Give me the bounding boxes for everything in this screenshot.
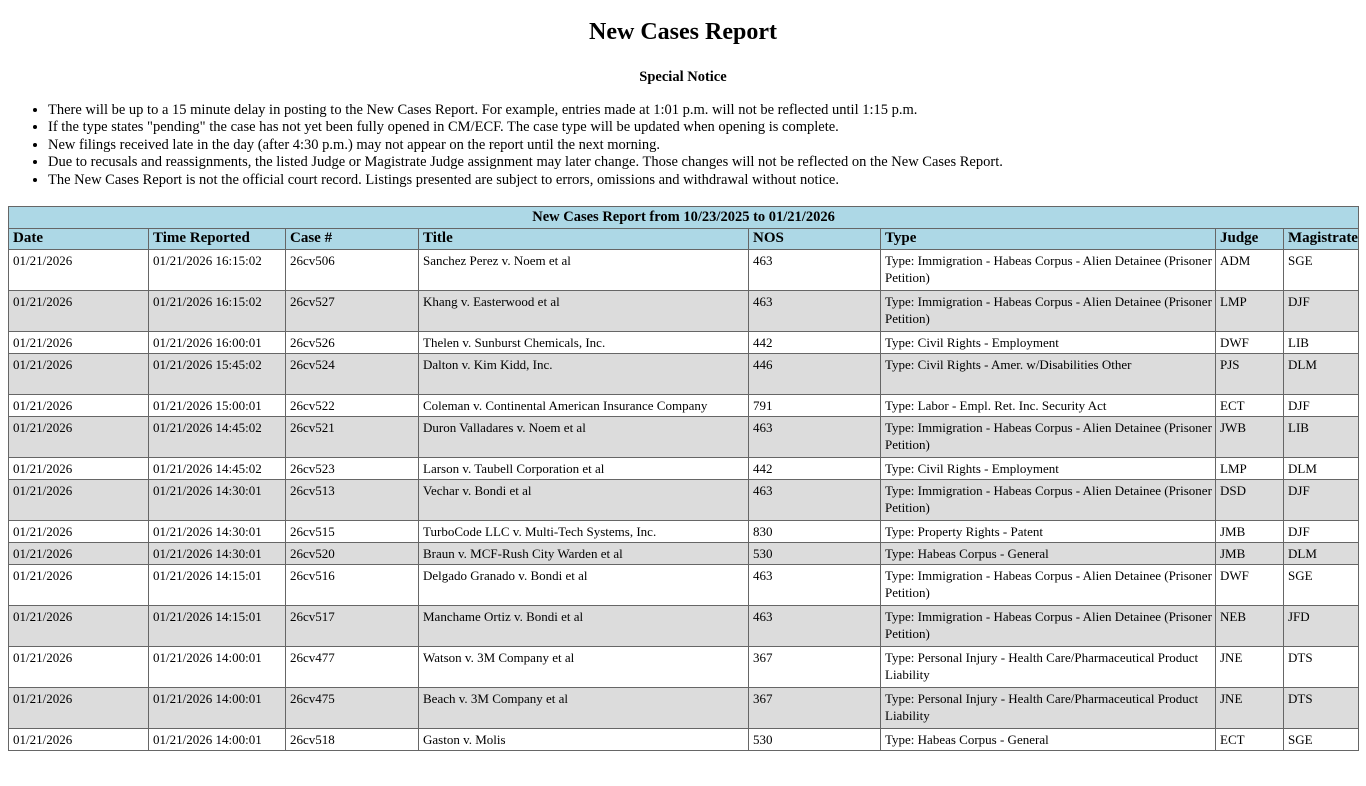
cell-type: Type: Personal Injury - Health Care/Pharmaceutical Product Liability <box>881 688 1216 729</box>
cell-judge: LMP <box>1216 291 1284 332</box>
column-header-judge[interactable]: Judge <box>1216 229 1284 250</box>
cell-time-reported: 01/21/2026 14:45:02 <box>149 458 286 480</box>
cell-case-number: 26cv518 <box>286 729 419 751</box>
cell-magistrate: DJF <box>1284 480 1359 521</box>
cell-title: Dalton v. Kim Kidd, Inc. <box>419 354 749 395</box>
cell-case-number: 26cv513 <box>286 480 419 521</box>
cell-nos: 463 <box>749 250 881 291</box>
cell-title: Manchame Ortiz v. Bondi et al <box>419 606 749 647</box>
cell-type: Type: Civil Rights - Amer. w/Disabilities Other <box>881 354 1216 395</box>
column-header-nos[interactable]: NOS <box>749 229 881 250</box>
notice-item: • There will be up to a 15 minute delay in posting to the New Cases Report. For example, entries made at 1:01 p.m. will not be reflected until 1:15 p.m. <box>48 102 1366 120</box>
cell-magistrate: DJF <box>1284 521 1359 543</box>
cell-title: TurboCode LLC v. Multi-Tech Systems, Inc. <box>419 521 749 543</box>
cell-title: Delgado Granado v. Bondi et al <box>419 565 749 606</box>
notice-item: • New filings received late in the day (after 4:30 p.m.) may not appear on the report until the next morning. <box>48 137 1366 155</box>
column-header-type[interactable]: Type <box>881 229 1216 250</box>
cell-judge: NEB <box>1216 606 1284 647</box>
cell-nos: 446 <box>749 354 881 395</box>
cell-magistrate: DJF <box>1284 395 1359 417</box>
cell-time-reported: 01/21/2026 16:15:02 <box>149 250 286 291</box>
cell-case-number: 26cv521 <box>286 417 419 458</box>
cell-judge: JNE <box>1216 688 1284 729</box>
cell-nos: 463 <box>749 565 881 606</box>
cell-magistrate: DTS <box>1284 647 1359 688</box>
table-row[interactable] <box>9 250 1359 291</box>
cell-date: 01/21/2026 <box>9 417 149 458</box>
cell-time-reported: 01/21/2026 16:00:01 <box>149 332 286 354</box>
cell-judge: LMP <box>1216 458 1284 480</box>
cell-magistrate: LIB <box>1284 332 1359 354</box>
cell-magistrate: SGE <box>1284 729 1359 751</box>
column-header-title[interactable]: Title <box>419 229 749 250</box>
table-row[interactable] <box>9 354 1359 395</box>
cell-case-number: 26cv477 <box>286 647 419 688</box>
cell-magistrate: JFD <box>1284 606 1359 647</box>
cell-judge: JNE <box>1216 647 1284 688</box>
cell-date: 01/21/2026 <box>9 480 149 521</box>
cell-nos: 367 <box>749 688 881 729</box>
cell-nos: 442 <box>749 458 881 480</box>
column-header-magistrate[interactable]: Magistrate <box>1284 229 1359 250</box>
special-notice-heading: Special Notice <box>639 68 727 85</box>
table-row[interactable] <box>9 543 1359 565</box>
table-caption-row <box>9 207 1359 229</box>
cell-nos: 367 <box>749 647 881 688</box>
table-header-row <box>9 229 1359 250</box>
table-row[interactable] <box>9 606 1359 647</box>
table-row[interactable] <box>9 458 1359 480</box>
cell-time-reported: 01/21/2026 15:45:02 <box>149 354 286 395</box>
table-row[interactable] <box>9 291 1359 332</box>
table-row[interactable] <box>9 480 1359 521</box>
cell-time-reported: 01/21/2026 14:30:01 <box>149 480 286 521</box>
cell-judge: ECT <box>1216 395 1284 417</box>
cell-type: Type: Property Rights - Patent <box>881 521 1216 543</box>
cell-date: 01/21/2026 <box>9 647 149 688</box>
page-title: New Cases Report <box>589 19 777 45</box>
cell-case-number: 26cv520 <box>286 543 419 565</box>
table-row[interactable] <box>9 332 1359 354</box>
cell-date: 01/21/2026 <box>9 729 149 751</box>
cell-nos: 791 <box>749 395 881 417</box>
cell-type: Type: Immigration - Habeas Corpus - Alien Detainee (Prisoner Petition) <box>881 565 1216 606</box>
column-header-date[interactable]: Date <box>9 229 149 250</box>
cell-title: Beach v. 3M Company et al <box>419 688 749 729</box>
cell-title: Khang v. Easterwood et al <box>419 291 749 332</box>
cell-title: Duron Valladares v. Noem et al <box>419 417 749 458</box>
cell-judge: ADM <box>1216 250 1284 291</box>
cell-case-number: 26cv516 <box>286 565 419 606</box>
cell-judge: DWF <box>1216 565 1284 606</box>
cell-date: 01/21/2026 <box>9 250 149 291</box>
cell-date: 01/21/2026 <box>9 458 149 480</box>
table-row[interactable] <box>9 417 1359 458</box>
special-notice-list <box>0 102 1366 190</box>
cell-date: 01/21/2026 <box>9 543 149 565</box>
cell-case-number: 26cv515 <box>286 521 419 543</box>
cell-judge: DSD <box>1216 480 1284 521</box>
cell-type: Type: Civil Rights - Employment <box>881 332 1216 354</box>
cell-title: Vechar v. Bondi et al <box>419 480 749 521</box>
cell-time-reported: 01/21/2026 14:00:01 <box>149 688 286 729</box>
cases-table-container <box>8 206 1358 751</box>
cell-nos: 463 <box>749 417 881 458</box>
cell-date: 01/21/2026 <box>9 354 149 395</box>
cell-case-number: 26cv475 <box>286 688 419 729</box>
cell-nos: 463 <box>749 291 881 332</box>
cell-type: Type: Immigration - Habeas Corpus - Alien Detainee (Prisoner Petition) <box>881 417 1216 458</box>
notice-item: • Due to recusals and reassignments, the listed Judge or Magistrate Judge assignment may later change. Those changes will not be reflected on the New Cases Report. <box>48 154 1366 172</box>
cell-nos: 830 <box>749 521 881 543</box>
cell-magistrate: DLM <box>1284 458 1359 480</box>
cell-judge: PJS <box>1216 354 1284 395</box>
table-row[interactable] <box>9 395 1359 417</box>
cell-type: Type: Immigration - Habeas Corpus - Alien Detainee (Prisoner Petition) <box>881 250 1216 291</box>
cell-title: Braun v. MCF-Rush City Warden et al <box>419 543 749 565</box>
cell-time-reported: 01/21/2026 16:15:02 <box>149 291 286 332</box>
table-row[interactable] <box>9 729 1359 751</box>
cell-judge: JMB <box>1216 521 1284 543</box>
cases-table-body <box>9 207 1359 751</box>
cell-type: Type: Immigration - Habeas Corpus - Alien Detainee (Prisoner Petition) <box>881 480 1216 521</box>
cell-magistrate: DLM <box>1284 354 1359 395</box>
cell-magistrate: SGE <box>1284 565 1359 606</box>
cell-type: Type: Habeas Corpus - General <box>881 543 1216 565</box>
cell-date: 01/21/2026 <box>9 565 149 606</box>
cell-title: Watson v. 3M Company et al <box>419 647 749 688</box>
cell-title: Coleman v. Continental American Insurance Company <box>419 395 749 417</box>
cell-judge: ECT <box>1216 729 1284 751</box>
cell-time-reported: 01/21/2026 14:00:01 <box>149 729 286 751</box>
cell-magistrate: DTS <box>1284 688 1359 729</box>
new-cases-report-page <box>0 18 1366 751</box>
cell-time-reported: 01/21/2026 14:00:01 <box>149 647 286 688</box>
cell-time-reported: 01/21/2026 14:30:01 <box>149 521 286 543</box>
cell-time-reported: 01/21/2026 15:00:01 <box>149 395 286 417</box>
cell-judge: DWF <box>1216 332 1284 354</box>
cell-date: 01/21/2026 <box>9 395 149 417</box>
cell-date: 01/21/2026 <box>9 606 149 647</box>
notice-item: • If the type states "pending" the case has not yet been fully opened in CM/ECF. The case type will be updated when opening is complete. <box>48 119 1366 137</box>
cell-case-number: 26cv522 <box>286 395 419 417</box>
new-cases-table <box>8 206 1359 751</box>
cell-title: Sanchez Perez v. Noem et al <box>419 250 749 291</box>
cell-date: 01/21/2026 <box>9 332 149 354</box>
cell-type: Type: Personal Injury - Health Care/Pharmaceutical Product Liability <box>881 647 1216 688</box>
cell-case-number: 26cv517 <box>286 606 419 647</box>
cell-magistrate: DJF <box>1284 291 1359 332</box>
cell-date: 01/21/2026 <box>9 688 149 729</box>
report-range-caption: New Cases Report from 10/23/2025 to 01/21/2026 <box>9 207 1359 229</box>
cell-time-reported: 01/21/2026 14:45:02 <box>149 417 286 458</box>
cell-type: Type: Immigration - Habeas Corpus - Alien Detainee (Prisoner Petition) <box>881 606 1216 647</box>
cell-magistrate: LIB <box>1284 417 1359 458</box>
cell-type: Type: Habeas Corpus - General <box>881 729 1216 751</box>
column-header-case-number[interactable]: Case # <box>286 229 419 250</box>
table-row[interactable] <box>9 647 1359 688</box>
cell-title: Larson v. Taubell Corporation et al <box>419 458 749 480</box>
cell-case-number: 26cv527 <box>286 291 419 332</box>
column-header-time-reported[interactable]: Time Reported <box>149 229 286 250</box>
cell-time-reported: 01/21/2026 14:15:01 <box>149 606 286 647</box>
cell-date: 01/21/2026 <box>9 521 149 543</box>
cell-date: 01/21/2026 <box>9 291 149 332</box>
cell-type: Type: Civil Rights - Employment <box>881 458 1216 480</box>
cell-case-number: 26cv523 <box>286 458 419 480</box>
table-row[interactable] <box>9 521 1359 543</box>
cell-nos: 530 <box>749 729 881 751</box>
table-row[interactable] <box>9 688 1359 729</box>
cell-case-number: 26cv506 <box>286 250 419 291</box>
table-row[interactable] <box>9 565 1359 606</box>
cell-case-number: 26cv524 <box>286 354 419 395</box>
cell-magistrate: DLM <box>1284 543 1359 565</box>
cell-title: Gaston v. Molis <box>419 729 749 751</box>
cell-type: Type: Labor - Empl. Ret. Inc. Security Act <box>881 395 1216 417</box>
cell-time-reported: 01/21/2026 14:30:01 <box>149 543 286 565</box>
cell-judge: JMB <box>1216 543 1284 565</box>
cell-case-number: 26cv526 <box>286 332 419 354</box>
cell-nos: 530 <box>749 543 881 565</box>
cell-title: Thelen v. Sunburst Chemicals, Inc. <box>419 332 749 354</box>
notice-item: • The New Cases Report is not the official court record. Listings presented are subject to errors, omissions and withdrawal without notice. <box>48 172 1366 190</box>
cell-nos: 463 <box>749 480 881 521</box>
cell-time-reported: 01/21/2026 14:15:01 <box>149 565 286 606</box>
cell-magistrate: SGE <box>1284 250 1359 291</box>
cell-judge: JWB <box>1216 417 1284 458</box>
cell-nos: 442 <box>749 332 881 354</box>
cell-nos: 463 <box>749 606 881 647</box>
cell-type: Type: Immigration - Habeas Corpus - Alien Detainee (Prisoner Petition) <box>881 291 1216 332</box>
